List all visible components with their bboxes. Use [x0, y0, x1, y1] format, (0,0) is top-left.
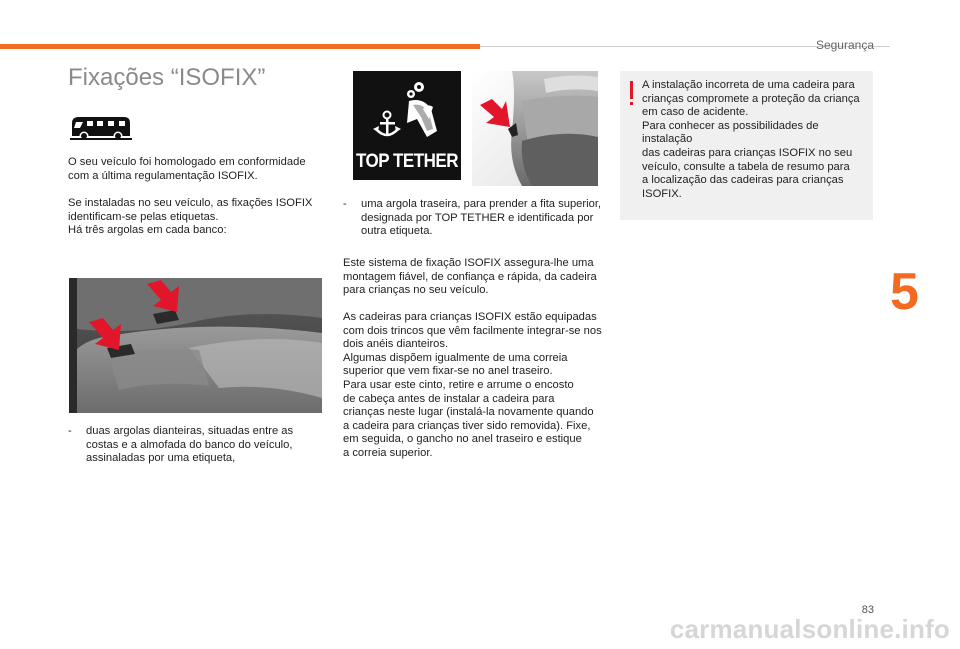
- intro-paragraph-1: O seu veículo foi homologado em conformidade com a última regulamentação ISOFIX.: [68, 156, 306, 182]
- watermark: carmanualsonline.info: [669, 614, 950, 644]
- seat-anchors-photo: [69, 278, 322, 413]
- bullet-front-anchors: - duas argolas dianteiras, situadas entre as costas e a almofada do banco do veículo, assinaladas por uma etiqueta,: [68, 425, 294, 465]
- section-title: Segurança: [815, 38, 874, 52]
- top-tether-label: [353, 71, 461, 180]
- middle-paragraph-1: Este sistema de fixação ISOFIX assegura-lhe uma montagem fiável, de confiança e rápida, da cadeira para crianças no seu veículo.: [343, 257, 597, 297]
- page-title: Fixações “ISOFIX”: [68, 64, 266, 91]
- rear-anchor-photo: [472, 71, 598, 186]
- van-icon: [70, 114, 132, 142]
- middle-paragraph-2: As cadeiras para crianças ISOFIX estão equipadas com dois trincos que vêm facilmente integrar-se nos dois anéis dianteiros. Algumas dispõem igualmente de uma correia superior que vem fixar-se no anel traseiro. Para usar este cinto, retire e arrume o encosto de cabeça antes de instalar a cadeira para crianças neste lugar (instalá-la novamente quando a cadeira para crianças tiver sido removida). Fixe, em seguida, o gancho no anel traseiro e estique a correia superior.: [343, 311, 602, 459]
- intro-paragraph-2: Se instaladas no seu veículo, as fixações ISOFIX identificam-se pelas etiquetas. Há três argolas em cada banco:: [68, 197, 313, 237]
- warning-box: [620, 71, 873, 220]
- bullet-rear-anchor: - uma argola traseira, para prender a fita superior, designada por TOP TETHER e identificada por outra etiqueta.: [343, 198, 602, 238]
- isofix-child-seat-anchor-icon: [367, 79, 447, 149]
- top-tether-text: TOP TETHER: [355, 149, 459, 172]
- header-accent-bar: [0, 44, 480, 49]
- page-number: 83: [861, 604, 874, 616]
- chapter-number: 5: [890, 263, 919, 321]
- warning-text: A instalação incorreta de uma cadeira para crianças compromete a proteção da criança em caso de acidente. Para conhecer as possibilidades de instalação das cadeiras para crianças ISOFIX no seu veículo, consulte a tabela de resumo para a localização das cadeiras para crianças ISOFIX.: [642, 79, 860, 200]
